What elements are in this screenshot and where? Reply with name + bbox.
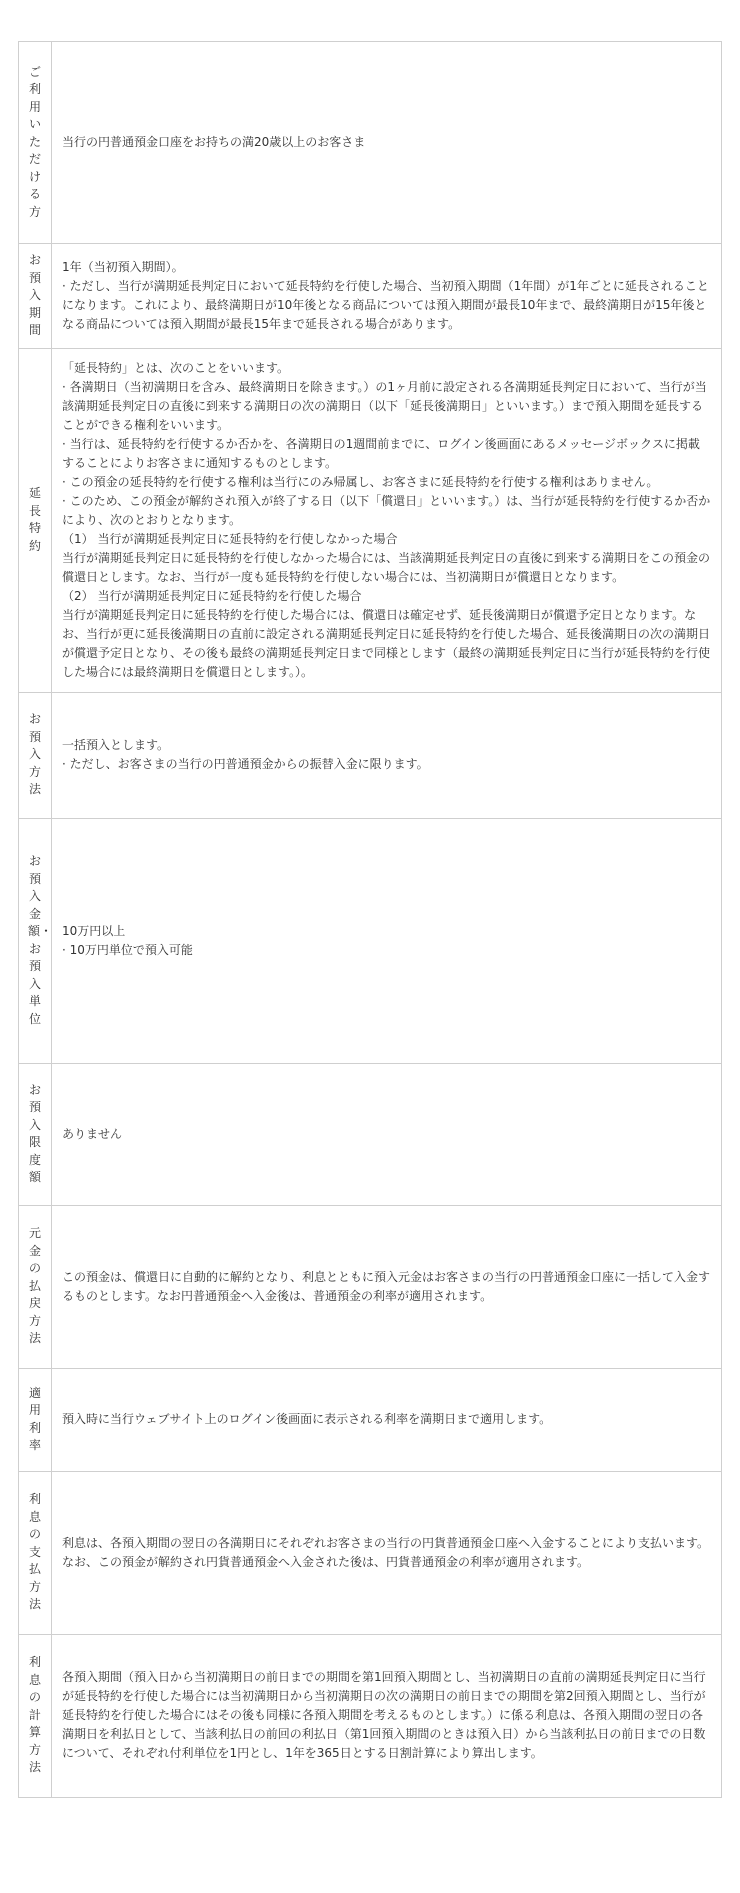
row-interest-payment <box>19 1471 722 1634</box>
extension-intro: 「延長特約」とは、次のことをいいます。 <box>62 360 290 375</box>
product-terms-table <box>18 41 722 1798</box>
row-value-cell <box>52 42 722 244</box>
extension-case-2-heading: （2） 当行が満期延長判定日に延長特約を行使した場合 <box>62 588 362 603</box>
row-deposit-amount <box>19 818 722 1063</box>
row-label-cell <box>19 1368 52 1471</box>
row-deposit-period <box>19 244 722 349</box>
row-label-interest-calculation: 利息の計算方法 <box>28 1655 41 1775</box>
eligibility-text: 当行の円普通預金口座をお持ちの満20歳以上のお客さま <box>62 135 366 149</box>
deposit-period-text: 1年（当初預入期間）。 <box>62 259 184 274</box>
deposit-period-note: · ただし、当行が満期延長判定日において延長特約を行使した場合、当初預入期間（1年間）が1年ごとに延長されることになります。これにより、最終満期日が10年後となる商品については預入期間が最長10年まで、最終満期日が15年後となる商品については預入期間が最長15年まで延長される場合があります。 <box>62 278 709 331</box>
applied-rate-text: 預入時に当行ウェブサイト上のログイン後画面に表示される利率を満期日まで適用します。 <box>62 1412 552 1426</box>
row-label-interest-payment: 利息の支払方法 <box>28 1492 41 1612</box>
row-value-cell <box>52 244 722 349</box>
row-value-cell <box>52 1634 722 1797</box>
row-eligibility <box>19 42 722 244</box>
row-label-cell <box>19 692 52 818</box>
row-label-cell <box>19 1063 52 1205</box>
row-label-cell <box>19 244 52 349</box>
row-value-cell <box>52 692 722 818</box>
deposit-amount-note: · 10万円単位で預入可能 <box>62 942 193 957</box>
row-label-deposit-amount: お預入金額・お預入単位 <box>28 854 53 1026</box>
row-label-cell <box>19 1471 52 1634</box>
extension-point: · この預金の延長特約を行使する権利は当行にのみ帰属し、お客さまに延長特約を行使する権利はありません。 <box>62 474 659 489</box>
principal-repayment-text: この預金は、償還日に自動的に解約となり、利息とともに預入元金はお客さまの当行の円普通預金口座に一括して入金するものとします。なお円普通預金へ入金後は、普通預金の利率が適用されます。 <box>62 1269 711 1303</box>
row-label-cell <box>19 818 52 1063</box>
row-extension-clause <box>19 348 722 692</box>
interest-calculation-text: 各預入期間（預入日から当初満期日の前日までの期間を第1回預入期間とし、当初満期日の直前の満期延長判定日に当行が延長特約を行使した場合には当初満期日から当初満期日の次の満期日の前日までの期間を第2回預入期間とし、当行が延長特約を行使した場合にはその後も同様に各預入期間を考えるものとします。）に係る利息は、各預入期間の翌日の各満期日を利払日として、当該利払日の前回の利払日（第1回預入期間のときは預入日）から当該利払日の前日までの日数について、それぞれ付利単位を1円とし、1年を365日とする日割計算により算出します。 <box>62 1670 706 1760</box>
row-applied-rate <box>19 1368 722 1471</box>
deposit-limit-text: ありません <box>62 1126 123 1141</box>
extension-point: · このため、この預金が解約され預入が終了する日（以下「償還日」といいます。）は、当行が延長特約を行使するか否かにより、次のとおりとなります。 <box>62 493 711 527</box>
row-label-applied-rate: 適用利率 <box>28 1385 41 1452</box>
interest-payment-text: 利息は、各預入期間の翌日の各満期日にそれぞれお客さまの当行の円貨普通預金口座へ入金することにより支払います。なお、この預金が解約され円貨普通預金へ入金された後は、円貨普通預金の利率が適用されます。 <box>62 1535 710 1569</box>
row-deposit-method <box>19 692 722 818</box>
row-label-cell <box>19 348 52 692</box>
deposit-amount-text: 10万円以上 <box>62 923 126 938</box>
row-principal-repayment <box>19 1205 722 1368</box>
row-label-eligibility: ご利用いただける方 <box>28 64 41 219</box>
row-label-extension-clause: 延長特約 <box>28 486 41 553</box>
row-label-deposit-limit: お預入限度額 <box>28 1082 41 1184</box>
extension-case-1-heading: （1） 当行が満期延長判定日に延長特約を行使しなかった場合 <box>62 531 398 546</box>
deposit-method-note: · ただし、お客さまの当行の円普通預金からの振替入金に限ります。 <box>62 757 429 771</box>
row-value-cell <box>52 348 722 692</box>
row-label-cell <box>19 1205 52 1368</box>
deposit-method-text: 一括預入とします。 <box>62 738 170 752</box>
row-deposit-limit <box>19 1063 722 1205</box>
row-label-principal-repayment: 元金の払戻方法 <box>28 1226 41 1346</box>
row-label-cell <box>19 42 52 244</box>
row-interest-calculation <box>19 1634 722 1797</box>
row-value-cell <box>52 1063 722 1205</box>
extension-point: · 当行は、延長特約を行使するか否かを、各満期日の1週間前までに、ログイン後画面にあるメッセージボックスに掲載することによりお客さまに通知するものとします。 <box>62 436 700 470</box>
extension-point: · 各満期日（当初満期日を含み、最終満期日を除きます。）の1ヶ月前に設定される各満期延長判定日において、当行が当該満期延長判定日の直後に到来する満期日の次の満期日（以下「延長後満期日」といいます。）まで預入期間を延長することができる権利をいいます。 <box>62 379 707 432</box>
row-value-cell <box>52 1368 722 1471</box>
row-value-cell <box>52 818 722 1063</box>
row-label-deposit-method: お預入方法 <box>28 712 41 797</box>
row-label-deposit-period: お預入期間 <box>28 253 41 337</box>
row-label-cell <box>19 1634 52 1797</box>
row-value-cell <box>52 1471 722 1634</box>
extension-case-1-text: 当行が満期延長判定日に延長特約を行使しなかった場合には、当該満期延長判定日の直後に到来する満期日をこの預金の償還日とします。なお、当行が一度も延長特約を行使しない場合には、当初満期日が償還日となります。 <box>62 550 711 584</box>
extension-case-2-text: 当行が満期延長判定日に延長特約を行使した場合には、償還日は確定せず、延長後満期日が償還予定日となります。なお、当行が更に延長後満期日の直前に設定される満期延長判定日に延長特約を行使した場合、延長後満期日の次の満期日が償還予定日となり、その後も最終の満期延長判定日まで同様とします（最終の満期延長判定日に当行が延長特約を行使した場合には最終満期日を償還日とします。）。 <box>62 607 711 679</box>
row-value-cell <box>52 1205 722 1368</box>
